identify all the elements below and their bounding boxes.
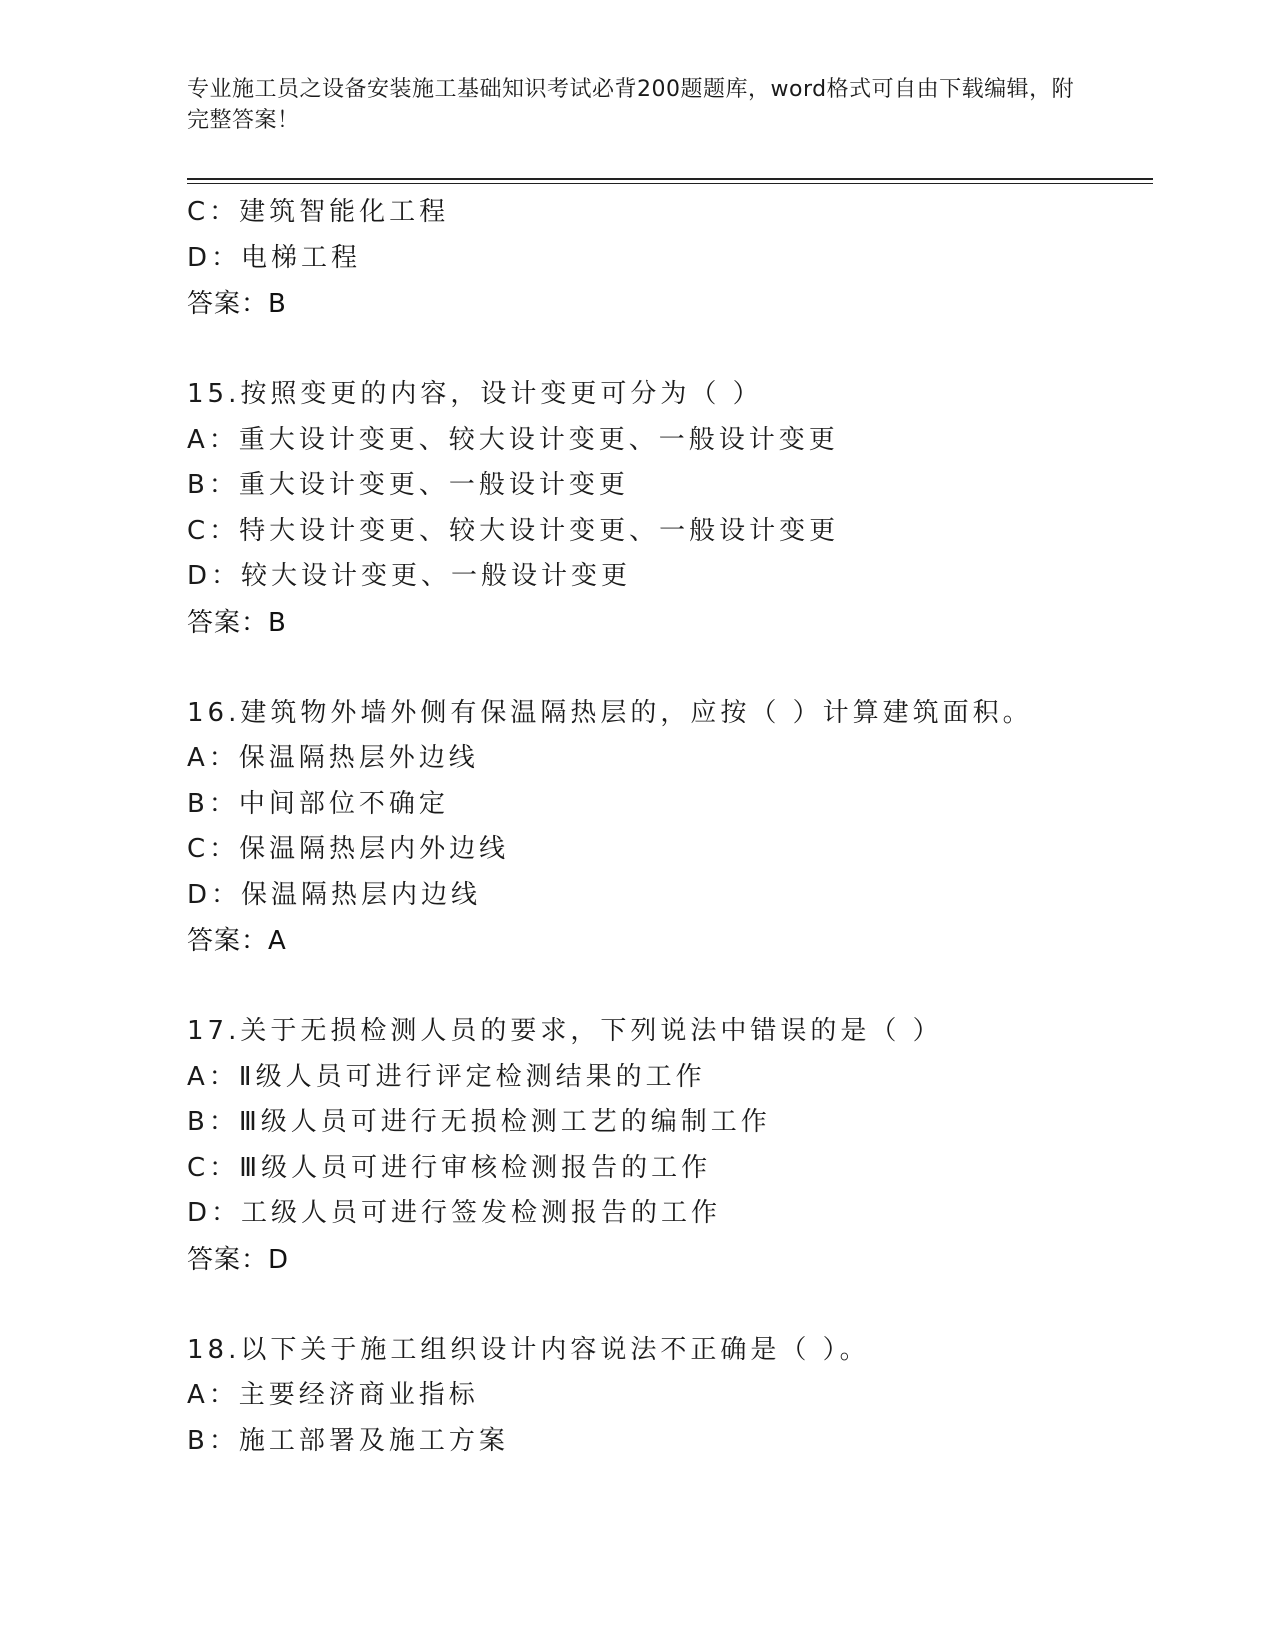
question-stem: 16.建筑物外墙外侧有保温隔热层的，应按（ ）计算建筑面积。	[187, 697, 1033, 728]
answer-line: 答案：B	[187, 289, 287, 319]
question-list	[187, 190, 1153, 1464]
option-d: D：电梯工程	[187, 242, 362, 273]
header-rule	[187, 178, 1153, 180]
answer-line: 答案：B	[187, 607, 287, 638]
header-rule-thin	[187, 183, 1153, 184]
option-c: C：Ⅲ级人员可进行审核检测报告的工作	[187, 1152, 712, 1183]
spacer	[187, 327, 1153, 372]
continued-question	[187, 190, 1153, 327]
spacer	[187, 646, 1153, 691]
option-d: D：较大设计变更、一般设计变更	[187, 561, 632, 591]
option-c: C：特大设计变更、较大设计变更、一般设计变更	[187, 515, 840, 546]
answer-line: 答案：D	[187, 1244, 290, 1275]
option-d: D：工级人员可进行签发检测报告的工作	[187, 1198, 722, 1228]
question-18	[187, 1328, 1153, 1465]
option-a: A：保温隔热层外边线	[187, 743, 479, 773]
question-15	[187, 372, 1153, 646]
question-16	[187, 691, 1153, 965]
option-c: C：保温隔热层内外边线	[187, 834, 510, 864]
option-b: B：Ⅲ级人员可进行无损检测工艺的编制工作	[187, 1107, 771, 1137]
spacer	[187, 1283, 1153, 1328]
option-b: B：重大设计变更、一般设计变更	[187, 470, 629, 500]
document-header: 专业施工员之设备安装施工基础知识考试必背200题题库，word格式可自由下载编辑，附完整答案！	[187, 77, 1075, 133]
question-stem: 18.以下关于施工组织设计内容说法不正确是（ ）。	[187, 1334, 870, 1365]
option-d: D：保温隔热层内边线	[187, 879, 482, 910]
spacer	[187, 964, 1153, 1009]
option-c: C：建筑智能化工程	[187, 197, 450, 227]
option-a: A：Ⅱ级人员可进行评定检测结果的工作	[187, 1061, 706, 1092]
question-17	[187, 1009, 1153, 1283]
option-b: B：中间部位不确定	[187, 788, 449, 819]
option-a: A：重大设计变更、较大设计变更、一般设计变更	[187, 424, 839, 455]
question-stem: 17.关于无损检测人员的要求，下列说法中错误的是（ ）	[187, 1016, 943, 1046]
option-b: B：施工部署及施工方案	[187, 1425, 509, 1456]
answer-line: 答案：A	[187, 926, 287, 956]
option-a: A：主要经济商业指标	[187, 1380, 479, 1410]
question-stem: 15.按照变更的内容，设计变更可分为（ ）	[187, 379, 763, 409]
